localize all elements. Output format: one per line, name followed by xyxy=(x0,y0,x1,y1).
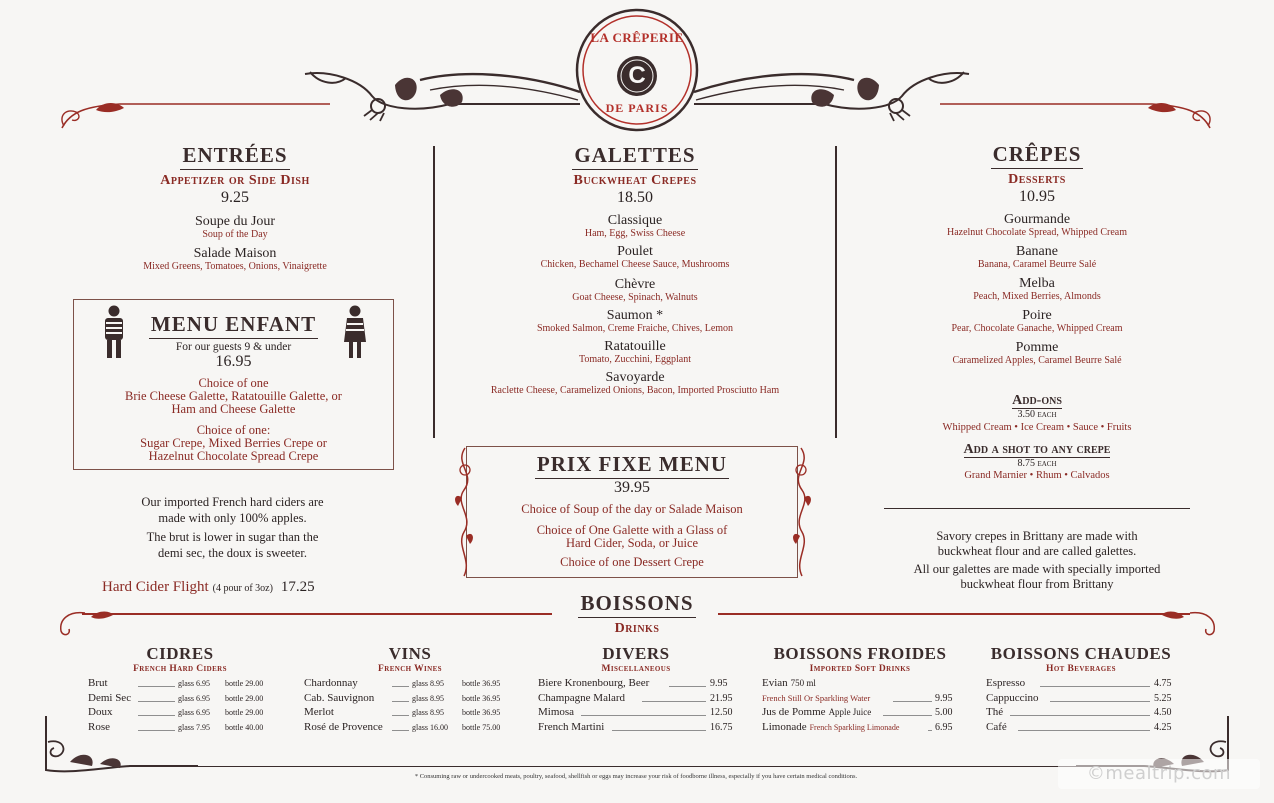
shot-list: Grand Marnier • Rhum • Calvados xyxy=(964,470,1110,481)
vins-leader xyxy=(392,715,409,716)
crepe-name: Banane xyxy=(1016,244,1058,259)
entree-name: Soupe du Jour xyxy=(194,214,276,229)
froides-leader xyxy=(928,730,932,731)
froides-leader xyxy=(883,715,932,716)
cider-flight xyxy=(102,578,315,596)
galette-desc: Goat Cheese, Spinach, Walnuts xyxy=(572,292,698,303)
vins-leader xyxy=(392,686,409,687)
vins-item-name: Cab. Sauvignon xyxy=(304,691,375,704)
footnote: * Consuming raw or undercooked meats, poultry, seafood, shellfish or eggs may increase your risk of foodborne illness, especially if you have certain medical conditions. xyxy=(414,773,858,780)
boissons-title: BOISSONS xyxy=(537,591,737,618)
divers-item-label: Biere Kronenbourg, Beer xyxy=(538,677,650,689)
vins-title: VINS xyxy=(388,644,432,663)
cider-note-line: demi sec, the doux is sweeter. xyxy=(158,546,307,560)
divers-leader xyxy=(669,686,706,687)
divers-item-label: French Martini xyxy=(538,720,605,733)
galette-desc: Raclette Cheese, Caramelized Onions, Bacon, Imported Prosciutto Ham xyxy=(490,385,780,396)
crepes-title: CRÊPES xyxy=(880,142,1194,169)
cidres-bottle-price: bottle 29.00 xyxy=(225,679,264,688)
cidres-glass-price: glass 6.95 xyxy=(178,693,210,703)
froides-price: 9.95 xyxy=(935,692,953,704)
chaudes-price: 4.25 xyxy=(1154,721,1172,733)
cidres-item-name: Demi Sec xyxy=(88,691,132,704)
froides-item-name xyxy=(762,721,899,733)
froides-item-name xyxy=(762,677,816,689)
crepe-desc: Hazelnut Chocolate Spread, Whipped Cream xyxy=(946,227,1128,238)
cidres-bottle-price: bottle 40.00 xyxy=(225,722,264,732)
chaudes-item-label: Cappuccino xyxy=(986,691,1039,704)
froides-item-label: Limonade xyxy=(762,720,807,733)
vins-bottle-price: bottle 75.00 xyxy=(462,722,501,732)
froides-header xyxy=(758,644,962,674)
galette-desc: Ham, Egg, Swiss Cheese xyxy=(584,228,686,239)
menu-enfant-choice-line: Sugar Crepe, Mixed Berries Crepe or xyxy=(140,436,327,450)
froides-item-label: Evian xyxy=(762,677,788,689)
vins-subtitle: French Wines xyxy=(378,664,442,674)
cidres-glass-price: glass 6.95 xyxy=(178,708,210,717)
chaudes-price: 4.75 xyxy=(1154,678,1172,689)
vins-glass-price: glass 8.95 xyxy=(412,693,444,703)
galette-name: Saumon * xyxy=(606,308,664,323)
vins-glass-price: glass 16.00 xyxy=(412,722,448,732)
galette-name: Ratatouille xyxy=(604,339,666,354)
logo-monogram: C xyxy=(628,62,646,89)
cidres-item-name: Doux xyxy=(88,706,113,718)
cidres-subtitle: French Hard Ciders xyxy=(133,664,227,674)
chaudes-item-name xyxy=(986,692,1039,704)
chaudes-header xyxy=(972,644,1190,674)
prix-fixe-line: Choice of One Galette with a Glass of xyxy=(536,523,728,537)
divers-item-name xyxy=(538,706,574,718)
prix-fixe-line: Choice of one Dessert Crepe xyxy=(560,555,704,569)
entrees-title: ENTRÉES xyxy=(80,143,390,170)
boissons-left-flourish xyxy=(55,605,115,639)
froides-title: BOISSONS FROIDES xyxy=(773,644,947,663)
cidres-header xyxy=(100,644,260,674)
chaudes-item-label: Café xyxy=(986,720,1007,733)
divers-price: 21.95 xyxy=(710,692,733,704)
chaudes-item-name xyxy=(986,706,1003,718)
chaudes-price: 5.25 xyxy=(1154,692,1172,704)
cidres-leader xyxy=(138,715,175,716)
menu-enfant-title: MENU ENFANT xyxy=(80,312,387,339)
shot-title: Add a shot to any crepe xyxy=(963,442,1111,457)
divers-item-name xyxy=(538,692,625,704)
entree-desc: Mixed Greens, Tomatoes, Onions, Vinaigrette xyxy=(143,261,327,272)
cidres-item-name: Brut xyxy=(88,677,108,689)
divers-item-label: Champagne Malard xyxy=(538,691,626,704)
crepe-desc: Peach, Mixed Berries, Almonds xyxy=(973,291,1101,302)
cidres-title: CIDRES xyxy=(146,644,214,663)
prix-fixe-right-vine xyxy=(786,444,816,580)
crepes-subtitle: Desserts xyxy=(1008,172,1066,187)
crepe-desc: Pear, Chocolate Ganache, Whipped Cream xyxy=(951,323,1123,334)
galette-desc: Tomato, Zucchini, Eggplant xyxy=(578,354,692,365)
cider-note xyxy=(90,494,375,561)
boissons-rule-right xyxy=(718,613,1190,615)
divers-price: 12.50 xyxy=(710,707,733,718)
froides-price: 6.95 xyxy=(935,721,953,733)
chaudes-item-label: Espresso xyxy=(986,677,1026,689)
divers-price: 16.75 xyxy=(710,721,733,733)
galettes-price: 18.50 xyxy=(617,189,653,206)
prix-fixe-price: 39.95 xyxy=(614,479,650,496)
froides-item-extra: French Sparkling Limonade xyxy=(809,722,900,732)
crepe-desc: Banana, Caramel Beurre Salé xyxy=(977,259,1097,270)
vins-bottle-price: bottle 36.95 xyxy=(462,693,501,703)
froides-item-label: French Still Or Sparkling Water xyxy=(762,692,871,703)
divers-item-name xyxy=(538,677,649,689)
addons-title: Add-ons xyxy=(1012,393,1062,408)
vins-glass-price: glass 8.95 xyxy=(412,708,444,717)
froides-item-label: Jus de Pomme xyxy=(762,706,826,718)
galettes-note-line: buckwheat flour from Brittany xyxy=(960,577,1114,591)
cidres-bottle-price: bottle 29.00 xyxy=(225,693,264,703)
cider-flight-detail: (4 pour of 3oz) xyxy=(212,583,273,594)
prix-fixe-section xyxy=(476,452,788,569)
crepes-price: 10.95 xyxy=(1019,188,1055,205)
cidres-glass-price: glass 6.95 xyxy=(178,679,210,688)
addons-price: 3.50 each xyxy=(1017,409,1057,420)
menu-enfant-price: 16.95 xyxy=(215,353,252,370)
cider-flight-label: Hard Cider Flight xyxy=(102,579,209,595)
galettes-section xyxy=(440,143,830,397)
galette-desc: Smoked Salmon, Creme Fraiche, Chives, Lemon xyxy=(536,323,734,334)
vins-glass-price: glass 8.95 xyxy=(412,679,444,688)
entree-name: Salade Maison xyxy=(193,246,277,261)
vins-header xyxy=(330,644,490,674)
crepe-desc: Caramelized Apples, Caramel Beurre Salé xyxy=(952,355,1122,366)
shot-price: 8.75 each xyxy=(1017,458,1057,469)
cidres-bottle-price: bottle 29.00 xyxy=(225,708,264,717)
menu-enfant-choice-line: Brie Cheese Galette, Ratatouille Galette, or xyxy=(125,389,342,403)
divers-leader xyxy=(642,701,706,702)
vins-bottle-price: bottle 36.95 xyxy=(462,708,501,717)
menu-enfant-choice-line: Choice of one xyxy=(198,376,269,390)
addons-list: Whipped Cream • Ice Cream • Sauce • Fruits xyxy=(942,422,1132,433)
crepes-section xyxy=(880,142,1194,367)
galettes-note-line: buckwheat flour and are called galettes. xyxy=(937,544,1137,558)
entrees-section xyxy=(80,143,390,273)
galettes-note-line: All our galettes are made with specially imported xyxy=(913,562,1161,576)
footer-left-ornament xyxy=(40,712,200,782)
crepe-name: Pomme xyxy=(1015,340,1059,355)
vins-item-name: Rosé de Provence xyxy=(304,720,383,733)
galette-name: Chèvre xyxy=(614,277,656,292)
divers-title: DIVERS xyxy=(602,644,670,663)
froides-item-extra: 750 ml xyxy=(790,678,816,688)
galette-name: Savoyarde xyxy=(605,370,665,385)
chaudes-leader xyxy=(1040,686,1150,687)
menu-enfant-choice-line: Ham and Cheese Galette xyxy=(171,402,296,416)
crepe-name: Gourmande xyxy=(1003,212,1071,227)
crepes-divider xyxy=(884,508,1190,509)
cider-note-line: Our imported French hard ciders are xyxy=(141,495,324,509)
entrees-price: 9.25 xyxy=(221,189,249,206)
froides-item-extra: Apple Juice xyxy=(828,707,872,717)
chaudes-leader xyxy=(1010,715,1150,716)
divers-item-label: Mimosa xyxy=(538,706,575,718)
column-divider-left xyxy=(433,146,435,438)
galettes-subtitle: Buckwheat Crepes xyxy=(573,173,697,188)
entrees-subtitle: Appetizer or Side Dish xyxy=(160,173,310,188)
boissons-right-flourish xyxy=(1160,605,1220,639)
chaudes-leader xyxy=(1050,701,1150,702)
galette-name: Poulet xyxy=(617,244,653,259)
vins-item-name: Merlot xyxy=(304,706,334,718)
galettes-note xyxy=(876,529,1198,592)
froides-item-name xyxy=(762,692,870,704)
boissons-subtitle: Drinks xyxy=(614,621,660,636)
chaudes-title: BOISSONS CHAUDES xyxy=(990,644,1172,663)
froides-subtitle: Imported Soft Drinks xyxy=(809,664,911,674)
froides-price: 5.00 xyxy=(935,707,953,718)
divers-leader xyxy=(612,730,706,731)
galettes-title: GALETTES xyxy=(440,143,830,170)
menu-enfant-section xyxy=(80,312,387,463)
divers-header xyxy=(556,644,716,674)
cider-note-line: made with only 100% apples. xyxy=(158,511,307,525)
logo-top-text: LA CRÊPERIE xyxy=(590,30,684,45)
cider-flight-price: 17.25 xyxy=(280,579,315,595)
cidres-glass-price: glass 7.95 xyxy=(178,722,210,732)
entree-desc: Soup of the Day xyxy=(202,229,268,240)
divers-price: 9.95 xyxy=(710,678,728,689)
chaudes-item-label: Thé xyxy=(986,706,1004,718)
cidres-leader xyxy=(138,686,175,687)
chaudes-price: 4.50 xyxy=(1154,707,1172,718)
column-divider-right xyxy=(835,146,837,438)
vins-leader xyxy=(392,701,409,702)
froides-leader xyxy=(893,701,932,702)
divers-subtitle: Miscellaneous xyxy=(601,664,671,674)
vins-item-name: Chardonnay xyxy=(304,677,358,689)
froides-item-name xyxy=(762,706,871,718)
cidres-leader xyxy=(138,701,175,702)
crepe-name: Melba xyxy=(1019,276,1055,291)
divers-leader xyxy=(581,715,706,716)
cidres-leader xyxy=(138,730,175,731)
menu-enfant-choice-line: Choice of one: xyxy=(196,423,271,437)
menu-enfant-choice-line: Hazelnut Chocolate Spread Crepe xyxy=(148,449,319,463)
watermark: ©mealtrip.com xyxy=(1058,759,1260,789)
chaudes-leader xyxy=(1018,730,1150,731)
boissons-rule-left xyxy=(82,613,552,615)
menu-enfant-guests: For our guests 9 & under xyxy=(175,341,292,353)
cider-note-line: The brut is lower in sugar than the xyxy=(146,530,319,544)
chaudes-item-name xyxy=(986,677,1025,689)
crepe-name: Poire xyxy=(1022,308,1052,323)
chaudes-subtitle: Hot Beverages xyxy=(1046,664,1116,674)
footer-rule xyxy=(196,766,1076,767)
chaudes-item-name xyxy=(986,721,1007,733)
cidres-item-name: Rose xyxy=(88,720,110,733)
prix-fixe-title: PRIX FIXE MENU xyxy=(476,452,788,479)
vins-bottle-price: bottle 36.95 xyxy=(462,679,501,688)
galette-name: Classique xyxy=(607,213,663,228)
logo-bottom-text: DE PARIS xyxy=(605,101,669,115)
divers-item-name xyxy=(538,721,604,733)
boissons-header xyxy=(537,591,737,637)
galette-desc: Chicken, Bechamel Cheese Sauce, Mushrooms xyxy=(540,259,730,270)
prix-fixe-line: Choice of Soup of the day or Salade Maison xyxy=(521,502,743,516)
vins-leader xyxy=(392,730,409,731)
galettes-note-line: Savory crepes in Brittany are made with xyxy=(936,529,1138,543)
addons-section xyxy=(880,393,1194,481)
prix-fixe-line: Hard Cider, Soda, or Juice xyxy=(565,536,699,550)
